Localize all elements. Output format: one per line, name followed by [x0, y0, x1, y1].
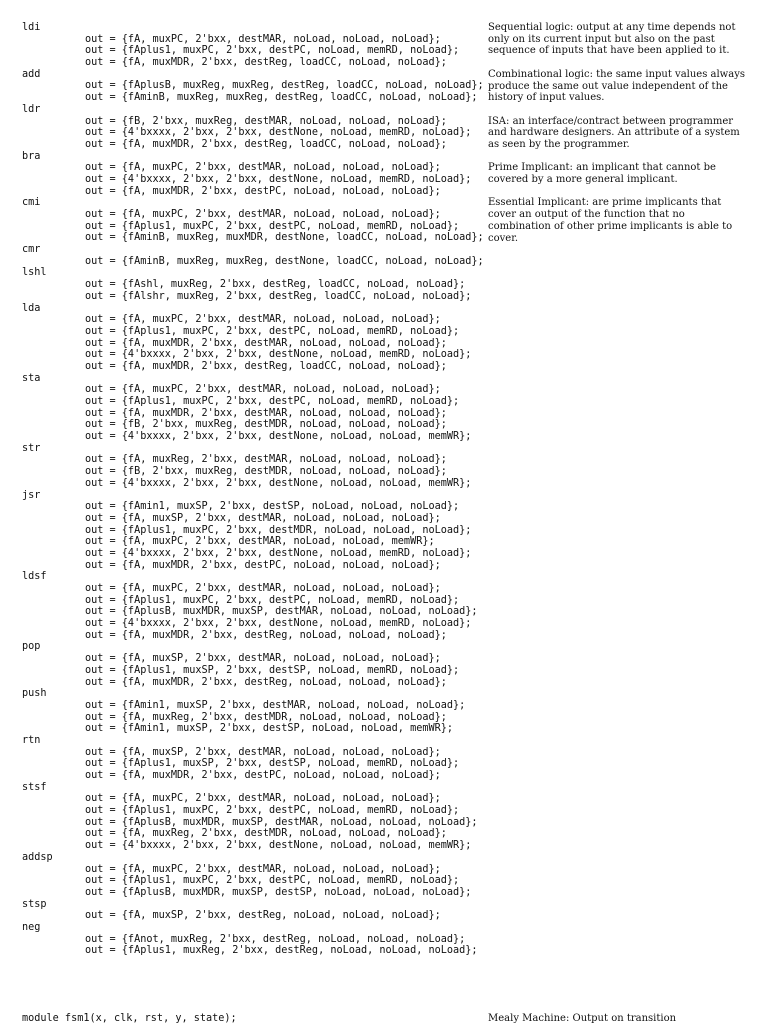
instruction-name: ldsf	[22, 571, 47, 583]
microcode-line: out = {fA, muxMDR, 2'bxx, destReg, noLoad, noLoad, noLoad};	[85, 629, 447, 641]
instruction-block-push	[22, 688, 478, 735]
microcode-line: out = {fA, muxPC, 2'bxx, destMAR, noLoad, noLoad, noLoad};	[85, 162, 441, 174]
instruction-name: addsp	[22, 851, 53, 863]
microcode-line: out = {fA, muxPC, 2'bxx, destMAR, noLoad, noLoad, memWR};	[85, 536, 435, 548]
instruction-name: cmi	[22, 197, 41, 209]
microcode-line: out = {fAplus1, muxPC, 2'bxx, destPC, noLoad, memRD, noLoad};	[85, 875, 460, 887]
microcode-line: out = {fA, muxMDR, 2'bxx, destReg, noLoad, noLoad, noLoad};	[85, 676, 447, 688]
microcode-line: out = {fA, muxPC, 2'bxx, destMAR, noLoad, noLoad, noLoad};	[85, 793, 441, 805]
microcode-line: out = {fA, muxPC, 2'bxx, destMAR, noLoad, noLoad, noLoad};	[85, 583, 441, 594]
instruction-name: sta	[22, 372, 41, 384]
instruction-name: stsp	[22, 898, 47, 910]
instruction-name: rtn	[22, 734, 41, 746]
microcode-line: out = {fAplus1, muxSP, 2'bxx, destSP, noLoad, memRD, noLoad};	[85, 664, 460, 676]
microcode-line: out = {fA, muxPC, 2'bxx, destMAR, noLoad, noLoad, noLoad};	[85, 384, 441, 396]
microcode-line: out = {fAmin1, muxSP, 2'bxx, destSP, noLoad, noLoad, memWR};	[85, 723, 454, 735]
microcode-line: out = {fAplus1, muxPC, 2'bxx, destPC, noLoad, memRD, noLoad};	[85, 594, 460, 606]
instruction-block-ldi	[22, 22, 478, 69]
microcode-line: out = {fAplusB, muxMDR, muxSP, destSP, noLoad, noLoad, noLoad};	[85, 886, 472, 898]
microcode-line: out = {fAlshr, muxReg, 2'bxx, destReg, loadCC, noLoad, noLoad};	[85, 290, 472, 302]
microcode-line: out = {fAminB, muxReg, muxReg, destReg, loadCC, noLoad, noLoad};	[85, 92, 478, 104]
instruction-block-ldr	[22, 104, 478, 151]
microcode-line: out = {4'bxxxx, 2'bxx, 2'bxx, destNone, noLoad, memRD, noLoad};	[85, 349, 472, 361]
microcode-line: out = {fB, 2'bxx, muxReg, destMDR, noLoad, noLoad, noLoad};	[85, 419, 447, 431]
instruction-block-stsp	[22, 899, 478, 922]
microcode-line: out = {4'bxxxx, 2'bxx, 2'bxx, destNone, noLoad, noLoad, memWR};	[85, 840, 472, 852]
instruction-block-rtn	[22, 735, 478, 782]
instruction-name: push	[22, 688, 47, 700]
module-declaration: module fsm1(x, clk, rst, y, state);	[22, 1013, 237, 1024]
microcode-line: out = {fA, muxMDR, 2'bxx, destMAR, noLoad, noLoad, noLoad};	[85, 337, 447, 349]
microcode-line: out = {fAplusB, muxReg, muxReg, destReg, loadCC, noLoad, noLoad};	[85, 80, 484, 92]
microcode-line: out = {fAplus1, muxPC, 2'bxx, destPC, noLoad, memRD, noLoad};	[85, 220, 460, 232]
microcode-line: out = {fA, muxMDR, 2'bxx, destReg, loadCC, noLoad, noLoad};	[85, 138, 447, 150]
instruction-block-addsp	[22, 852, 478, 899]
microcode-line: out = {fAmin1, muxSP, 2'bxx, destSP, noLoad, noLoad, noLoad};	[85, 501, 460, 513]
instruction-block-neg	[22, 922, 478, 957]
microcode-line: out = {fA, muxPC, 2'bxx, destMAR, noLoad, noLoad, noLoad};	[85, 33, 441, 45]
microcode-line: out = {fA, muxMDR, 2'bxx, destPC, noLoad, noLoad, noLoad};	[85, 185, 441, 197]
instruction-block-sta	[22, 373, 478, 443]
microcode-line: out = {fA, muxReg, 2'bxx, destMAR, noLoad, noLoad, noLoad};	[85, 454, 447, 466]
instruction-name: neg	[22, 921, 41, 933]
definition-paragraph: Combinational logic: the same input values always produce the same out value independent of the history of input values.	[488, 68, 745, 104]
microcode-line: out = {fA, muxPC, 2'bxx, destMAR, noLoad, noLoad, noLoad};	[85, 863, 441, 875]
definition-paragraph: Sequential logic: output at any time depends not only on its current input but also on the past sequence of inputs that have been applied to it.	[488, 22, 736, 57]
instruction-name: jsr	[22, 489, 41, 501]
definition-paragraph: ISA: an interface/contract between programmer and hardware designers. An attribute of a system as seen by the programmer.	[488, 115, 740, 150]
instruction-name: cmr	[22, 244, 41, 256]
microcode-line: out = {fAplus1, muxSP, 2'bxx, destSP, noLoad, memRD, noLoad};	[85, 758, 460, 770]
microcode-line: out = {fB, 2'bxx, muxReg, destMAR, noLoad, noLoad, noLoad};	[85, 115, 447, 127]
microcode-line: out = {fA, muxMDR, 2'bxx, destReg, loadCC, noLoad, noLoad};	[85, 360, 447, 372]
microcode-line: out = {fA, muxSP, 2'bxx, destMAR, noLoad, noLoad, noLoad};	[85, 746, 441, 758]
microcode-line: out = {fAplus1, muxPC, 2'bxx, destMDR, noLoad, noLoad, noLoad};	[85, 524, 472, 536]
instruction-block-add	[22, 68, 484, 104]
instruction-name: stsf	[22, 781, 47, 793]
microcode-line: out = {fB, 2'bxx, muxReg, destMDR, noLoad, noLoad, noLoad};	[85, 466, 447, 478]
definition-paragraph: Essential Implicant: are prime implicants that cover an output of the function that no combination of other prime implicants is able to cover.	[488, 197, 733, 244]
microcode-line: out = {fA, muxReg, 2'bxx, destMDR, noLoad, noLoad, noLoad};	[85, 711, 447, 723]
instruction-name: pop	[22, 641, 41, 653]
instruction-name: str	[22, 442, 41, 454]
microcode-line: out = {fAshl, muxReg, 2'bxx, destReg, loadCC, noLoad, noLoad};	[85, 279, 466, 291]
instruction-name: lda	[22, 302, 41, 314]
microcode-line: out = {4'bxxxx, 2'bxx, 2'bxx, destNone, noLoad, memRD, noLoad};	[85, 127, 472, 139]
microcode-line: out = {4'bxxxx, 2'bxx, 2'bxx, destNone, noLoad, noLoad, memWR};	[85, 477, 472, 489]
instruction-block-pop	[22, 641, 478, 688]
microcode-line: out = {fA, muxPC, 2'bxx, destMAR, noLoad, noLoad, noLoad};	[85, 209, 441, 220]
microcode-line: out = {4'bxxxx, 2'bxx, 2'bxx, destNone, noLoad, noLoad, memWR};	[85, 431, 472, 443]
microcode-line: out = {4'bxxxx, 2'bxx, 2'bxx, destNone, noLoad, memRD, noLoad};	[85, 618, 472, 630]
instruction-block-lda	[22, 303, 478, 373]
instruction-block-ldsf	[22, 571, 478, 641]
microcode-line: out = {fA, muxSP, 2'bxx, destMAR, noLoad, noLoad, noLoad};	[85, 512, 441, 524]
microcode-line: out = {fAplusB, muxMDR, muxSP, destMAR, noLoad, noLoad, noLoad};	[85, 606, 478, 618]
microcode-line: out = {fAplus1, muxPC, 2'bxx, destPC, noLoad, memRD, noLoad};	[85, 45, 460, 57]
microcode-line: out = {4'bxxxx, 2'bxx, 2'bxx, destNone, noLoad, memRD, noLoad};	[85, 173, 472, 185]
microcode-line: out = {fA, muxMDR, 2'bxx, destPC, noLoad, noLoad, noLoad};	[85, 559, 441, 571]
instruction-block-cmi	[22, 197, 484, 244]
instruction-name: bra	[22, 150, 41, 162]
microcode-line: out = {fA, muxPC, 2'bxx, destMAR, noLoad, noLoad, noLoad};	[85, 314, 441, 326]
mealy-machine-note: Mealy Machine: Output on transition	[488, 1013, 677, 1024]
microcode-line: out = {4'bxxxx, 2'bxx, 2'bxx, destNone, noLoad, memRD, noLoad};	[85, 547, 472, 559]
microcode-line: out = {fA, muxMDR, 2'bxx, destMAR, noLoad, noLoad, noLoad};	[85, 407, 447, 419]
microcode-line: out = {fAminB, muxReg, muxMDR, destNone, loadCC, noLoad, noLoad};	[85, 232, 484, 244]
definition-paragraph: Prime Implicant: an implicant that cannot be covered by a more general implicant.	[488, 162, 716, 186]
instruction-name: add	[22, 68, 41, 80]
instruction-name: lshl	[22, 267, 47, 279]
instruction-block-lshl	[22, 267, 478, 302]
microcode-line: out = {fAplusB, muxMDR, muxSP, destMAR, noLoad, noLoad, noLoad};	[85, 816, 478, 828]
microcode-line: out = {fA, muxMDR, 2'bxx, destPC, noLoad, noLoad, noLoad};	[85, 770, 441, 781]
instruction-block-cmr	[22, 244, 484, 267]
microcode-line: out = {fAplus1, muxPC, 2'bxx, destPC, noLoad, memRD, noLoad};	[85, 325, 460, 337]
instruction-name: ldi	[22, 22, 41, 33]
microcode-line: out = {fA, muxSP, 2'bxx, destMAR, noLoad, noLoad, noLoad};	[85, 653, 441, 665]
instruction-name: ldr	[22, 103, 41, 115]
microcode-listing	[22, 22, 484, 957]
microcode-line: out = {fA, muxReg, 2'bxx, destMDR, noLoad, noLoad, noLoad};	[85, 828, 447, 840]
instruction-block-stsf	[22, 782, 478, 852]
microcode-line: out = {fAminB, muxReg, muxReg, destNone, loadCC, noLoad, noLoad};	[85, 255, 484, 267]
microcode-line: out = {fA, muxMDR, 2'bxx, destReg, loadCC, noLoad, noLoad};	[85, 57, 447, 69]
instruction-block-str	[22, 443, 478, 490]
microcode-line: out = {fA, muxSP, 2'bxx, destReg, noLoad, noLoad, noLoad};	[85, 910, 441, 922]
definitions-notes	[488, 22, 746, 256]
microcode-line: out = {fAmin1, muxSP, 2'bxx, destMAR, noLoad, noLoad, noLoad};	[85, 699, 466, 711]
microcode-line: out = {fAplus1, muxPC, 2'bxx, destPC, noLoad, memRD, noLoad};	[85, 396, 460, 407]
microcode-line: out = {fAnot, muxReg, 2'bxx, destReg, noLoad, noLoad, noLoad};	[85, 933, 466, 945]
microcode-line: out = {fAplus1, muxReg, 2'bxx, destReg, noLoad, noLoad, noLoad};	[85, 945, 478, 957]
microcode-line: out = {fAplus1, muxPC, 2'bxx, destPC, noLoad, memRD, noLoad};	[85, 805, 460, 817]
instruction-block-bra	[22, 151, 478, 198]
instruction-block-jsr	[22, 490, 478, 572]
